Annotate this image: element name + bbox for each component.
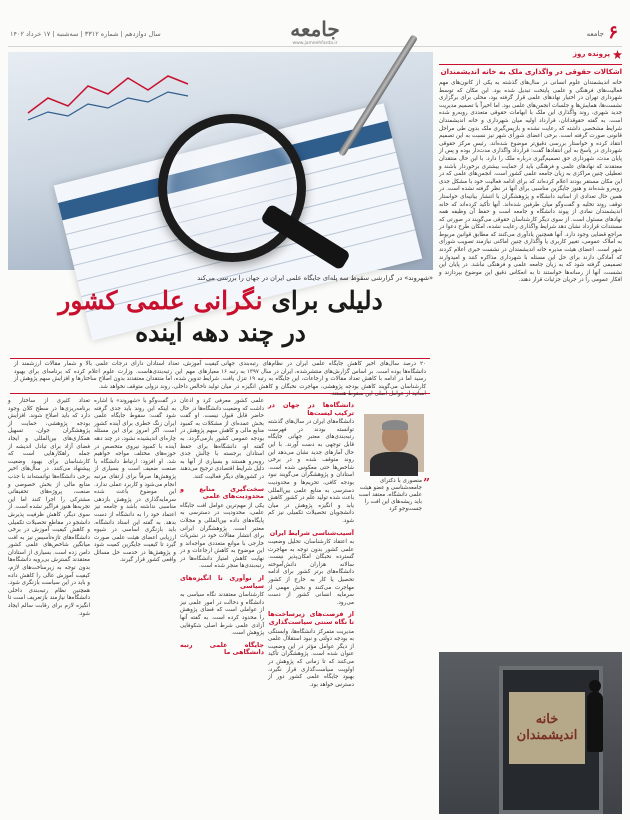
article-column-4 [8,398,90,816]
column-subheading: جایگاه علمی رتبه دانشگاهی ما [180,640,264,657]
logo-website: www.jameehfarda.ir [292,41,338,46]
column-subheading: آسیب‌شناسی شرایط ایران [269,528,354,537]
column-text: تعداد کثیری از ساختار و برنامه‌ریزی‌ها در سطح کلان وجود دارد که باید اصلاح شوند. افزایش بودجه پژوهشی، حمایت از پژوهشگران جوان، تسهیل همکاری‌های بین‌المللی و ایجاد فضای آزاد برای تبادل اندیشه از جمله راهکارهایی است که کارشناسان برای بهبود وضعیت پیشنهاد می‌کنند. در سال‌های اخیر برخی دانشگاه‌ها توانسته‌اند با جذب منابع مالی از بخش خصوصی و صنعت، پروژه‌های تحقیقاتی مشترکی را اجرا کنند اما این تجربه‌ها هنوز فراگیر نشده است. از سوی دیگر، کاهش ظرفیت پذیرش دانشجو در مقاطع تحصیلات تکمیلی و کاهش کیفیت آموزش در برخی دانشگاه‌های تازه‌تأسیس نیز به افت میانگین شاخص‌های علمی کشور دامن زده است. بسیاری از استادان معتقدند گسترش بی‌رویه دانشگاه‌ها بدون توجه به زیرساخت‌های لازم، کیفیت آموزش عالی را کاهش داده و باید در این سیاست بازنگری شود. همچنین نظام رتبه‌بندی داخلی دانشگاه‌ها نیازمند بازتعریف است تا انگیزه لازم برای رقابت سالم ایجاد شود. [8,398,90,617]
lead-text-left: کیفیت آموزش، تعداد استادان دارای درجات علمی بالا و شمار مقالات ارزشمند از معیارهای مهم این رتبه‌بندی‌هاست. وزارت علوم اعلام کرده که برنامه‌ای برای بهبود شرایط تدوین شده، اما منتقدان معتقدند بدون اصلاح ساختارها و افزایش سهم پژوهش از تولید ناخالص داخلی، روند نزولی متوقف نخواهد شد. [14,361,219,390]
newspaper-logo [276,18,354,56]
column-text: در گفت‌وگو با «شهروند» با اشاره به اینکه این روند باید جدی گرفته شود گفت: سقوط جایگاه علمی ایران زنگ خطری برای آینده کشور است. اگر امروز برای این مسئله چاره‌ای اندیشیده نشود، در چند دهه آینده با کمبود نیروی متخصص در حوزه‌های مختلف مواجه خواهیم شد. او افزود: ارتباط دانشگاه با صنعت ضعیف است و بسیاری از پژوهش‌ها صرفاً برای ارتقای مرتبه انجام می‌شود و کاربرد عملی ندارد. این موضوع باعث شده سرمایه‌گذاری در پژوهش بازدهی مناسبی نداشته باشد و جامعه نیز اعتماد خود را به دانشگاه از دست بدهد. به گفته این استاد دانشگاه، باید بازنگری اساسی در شیوه ارزیابی اعضای هیئت علمی صورت گیرد تا کیفیت جایگزین کمیت شود و پژوهش‌ها در خدمت حل مسائل واقعی کشور قرار گیرند. [94,398,176,564]
person-silhouette [587,692,603,752]
page-section: جامعه [586,30,604,38]
column-subheading: سخت‌گیری منابع و محدودیت‌های علمی [180,484,264,501]
headline-line-1 [8,286,433,316]
article-column-3 [94,398,176,816]
photo-caption: «شهروند» در گزارشی سقوط سه پله‌ای جایگاه علمی ایران در جهان را بررسی می‌کند [197,274,433,282]
sidebar-rule [439,64,622,65]
column-text: یکی از مهم‌ترین عوامل افت جایگاه علمی، محدودیت در دسترسی به پایگاه‌های داده بین‌المللی و مجلات معتبر است. پژوهشگران ایرانی برای انتشار مقالات خود در نشریات خارجی با موانع متعددی مواجه‌اند و این موضوع به کاهش ارجاعات و در نهایت کاهش امتیاز دانشگاه‌ها در رتبه‌بندی‌ها منجر شده است. [180,502,264,570]
photo-chart-graphic [28,68,188,128]
author-caption: منصوری با دکترای جامعه‌شناسی و عضو هیئت علمی دانشگاه، معتقد است باید ریشه‌های این افت را جست‌وجو کرد [358,478,422,512]
author-body [370,452,418,476]
door-sign-line: اندیشمندان [516,728,578,743]
column-subheading: از فرصت‌های زیرساخت‌ها تا نگاه سنتی سیاست‌گذاری [268,610,354,627]
sidebar-tag: پرونده روز [573,50,610,58]
sidebar-photo [439,652,622,814]
sidebar-title: اشکالات حقوقی در واگذاری ملک به خانه اندیشمندان [440,68,622,76]
issue-info: سال دوازدهم | شماره ۳۳۱۲ | سه‌شنبه | ۱۷ خرداد ۱۴۰۲ [10,30,161,38]
star-icon [613,50,622,59]
column-text: کارشناسان معتقدند نگاه سیاسی به دانشگاه و دخالت در امور علمی نیز از عواملی است که فضای پژوهش را محدود کرده است. به گفته آنها آزادی علمی شرط اصلی شکوفایی پژوهش است. [180,592,264,637]
column-text: دانشگاه‌های ایران در سال‌های گذشته توانسته بودند در فهرست رتبه‌بندی‌های معتبر جهانی جایگاه قابل توجهی به دست آورند. با این حال آمارهای جدید نشان می‌دهد این روند متوقف شده و در برخی شاخص‌ها حتی معکوس شده است. استادان و پژوهشگران می‌گویند نبود بودجه کافی، تحریم‌ها و محدودیت دسترسی به منابع علمی بین‌المللی باعث شده تولید علم در کشور کاهش یابد و انگیزه پژوهش در میان دانشجویان تحصیلات تکمیلی نیز کم شود. [268,419,354,524]
headline-line-2: در چند دهه آینده [135,318,306,347]
column-text: مدیریت متمرکز دانشگاه‌ها، وابستگی به بودجه دولتی و نبود استقلال علمی از دیگر عوامل مؤثر در این وضعیت عنوان شده است. پژوهشگران تأکید می‌کنند که تا زمانی که پژوهش در اولویت سیاست‌گذاری قرار نگیرد، بهبود جایگاه علمی کشور دور از دسترس خواهد بود. [268,628,354,688]
logo-text: جامعه [290,17,340,41]
headline-text: دلیلی برای [262,286,383,315]
column-text: علمی کشور معرفی کرد و اذعان داشت که وضعیت دانشگاه‌ها در حال حاضر قابل قبول نیست. او گفت بخش عمده‌ای از مشکلات به کمبود منابع مالی و کاهش سهم پژوهش در بودجه عمومی کشور بازمی‌گردد. به گفته او، دانشگاه‌ها برای حفظ استادان برجسته با چالش جدی روبه‌رو هستند و بسیاری از آنها به دلیل شرایط اقتصادی ترجیح می‌دهند در کشورهای دیگر فعالیت کنند. [180,398,264,480]
author-hair [382,420,408,430]
column-text: به اعتقاد کارشناسان، تحلیل وضعیت علمی کشور بدون توجه به مهاجرت گسترده نخبگان امکان‌پذیر نیست. سالانه هزاران دانش‌آموخته دانشگاه‌های برتر کشور برای ادامه تحصیل یا کار به خارج از کشور مهاجرت می‌کنند و بخش مهمی از سرمایه انسانی کشور از دست می‌رود. [268,539,354,606]
author-box [358,414,430,532]
magnifier-lens [158,114,306,262]
sidebar-body: خانه اندیشمندان علوم انسانی در سال‌های گذشته به یکی از کانون‌های مهم فعالیت‌های فرهنگی و علمی پایتخت تبدیل شده بود. این مکان که توسط شهرداری تهران در اختیار نهادهای علمی قرار گرفته بود، محلی برای برگزاری نشست‌ها، همایش‌ها و جلسات انجمن‌های علمی بود. اما اخیراً با تصمیم مدیریت جدید شهری، روند واگذاری این ملک با ابهامات حقوقی متعددی روبه‌رو شده است. به گفته حقوقدانان، قرارداد اولیه میان شهرداری و خانه اندیشمندان شرایط مشخصی داشته که رعایت نشده و بازپس‌گیری ملک بدون طی مراحل قانونی صورت گرفته است. برخی اعضای شورای شهر نیز نسبت به این تصمیم انتقاد کرده و خواستار بررسی دقیق‌تر موضوع شده‌اند. رئیس مرکز حقوقی شهرداری در پاسخ به این انتقادها گفت: قرارداد واگذاری مدت‌دار بوده و پس از پایان مدت، شهرداری حق تصمیم‌گیری درباره ملک را دارد. با این حال منتقدان معتقدند که نهادهای علمی و فرهنگی باید از حمایت بیشتری برخوردار باشند و تعطیلی چنین مراکزی به زیان جامعه علمی کشور است. انجمن‌های علمی که در این مکان مستقر بودند اعلام کرده‌اند که برای ادامه فعالیت خود با مشکل جدی روبه‌رو شده‌اند و هنوز جایگزین مناسبی برای آنها در نظر گرفته نشده است. در همین حال تعدادی از اساتید دانشگاه و پژوهشگران با انتشار بیانیه‌ای خواستار توقف روند تخلیه و گفت‌وگو میان طرفین شده‌اند. آنها تأکید کرده‌اند که خانه اندیشمندان نمادی از پیوند دانشگاه و جامعه است و حفظ آن وظیفه همه نهادهای مسئول است. از سوی دیگر کارشناسان حقوقی می‌گویند در صورتی که مستندات قرارداد نشان دهد شرایط واگذاری رعایت نشده، امکان طرح دعوا در مراجع قضایی وجود دارد. آنها همچنین یادآوری می‌کنند که مطابق قوانین مربوط به املاک عمومی، تغییر کاربری یا واگذاری چنین اماکنی نیازمند تصویب شورای شهر است. اعضای هیئت مدیره خانه اندیشمندان در نشست خبری اعلام کردند که آمادگی دارند برای حل این مسئله با شهرداری مذاکره کنند و امیدوارند تصمیمی گرفته شود که به زیان جامعه علمی و فرهنگی نباشد. در پایان این نشست، آنها از رسانه‌ها خواستند تا به انعکاس دقیق این موضوع بپردازند و افکار عمومی را در جریان جزئیات قرار دهند. [439,80,622,284]
column-subheading: از نوآوری تا انگیزه‌های سیاسی [180,574,264,590]
article-column-1 [268,398,354,816]
door-sign-line: خانه [535,712,559,727]
article-column-2 [180,398,264,816]
sidebar-header [439,50,622,62]
quote-icon: ” [423,476,430,490]
main-photo [8,52,433,270]
lead-text-right: ۲۰ درصد سال‌های اخیر کاهش جایگاه علمی ایران در نظام‌های رتبه‌بندی جهانی دانشگاه‌ها بوده است. بر اساس گزارش‌های منتشرشده، ایران در سال ۱۳۹۷ به رتبه ۱۶ رسید اما در ادامه با کاهش تعداد مقالات و ارجاعات، این جایگاه به رتبه ۱۹ تنزل یافت. کارشناسان می‌گویند کاهش بودجه پژوهشی، مهاجرت نخبگان و کاهش انگیزه در میان اساتید از عوامل اصلی این سقوط هستند. [221,361,427,398]
headline-highlight: نگرانی علمی کشور [58,286,263,315]
page-number: ۶ [608,22,618,43]
door-sign-text [509,712,585,744]
author-photo [364,414,424,472]
column-subheading: دانشگاه‌ها در جهان در ترکیب لیست‌ها [268,401,354,417]
lead-box [10,358,430,398]
person-head [589,680,601,692]
header-divider [8,46,622,47]
